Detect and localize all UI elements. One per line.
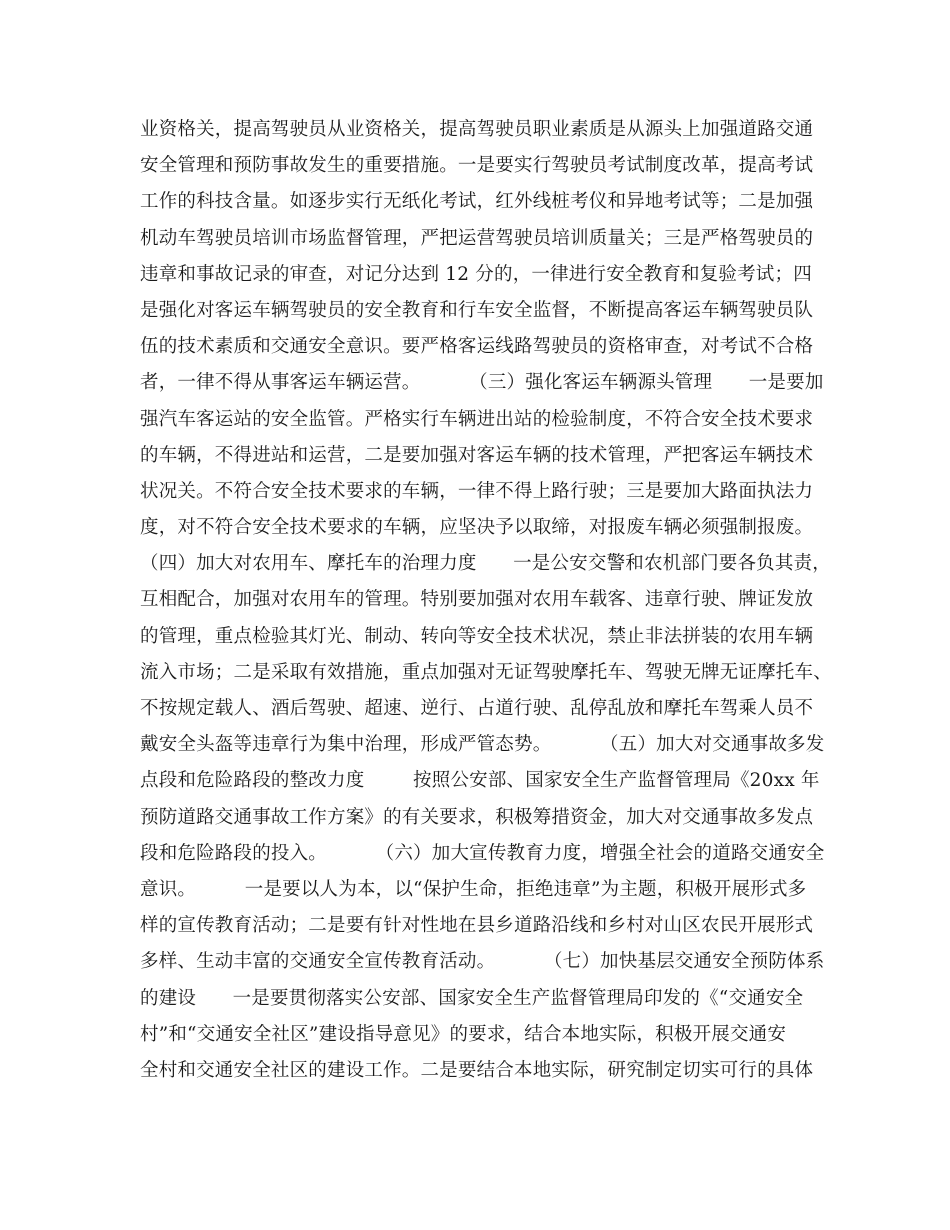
text-line: 点段和危险路段的整改力度 按照公安部、国家安全生产监督管理局《20xx 年 xyxy=(140,770,820,792)
text-line: 样的宣传教育活动；二是要有针对性地在县乡道路沿线和乡村对山区农民开展形式 xyxy=(140,915,814,937)
text-line: （四）加大对农用车、摩托车的治理力度 一是公安交警和农机部门要各负其责， xyxy=(140,553,831,575)
text-line: 多样、生动丰富的交通安全宣传教育活动。 （七）加快基层交通安全预防体系 xyxy=(140,951,825,973)
text-line: 预防道路交通事故工作方案》的有关要求，积极筹措资金，加大对交通事故多发点 xyxy=(140,806,814,828)
text-line: 流入市场；二是采取有效措施，重点加强对无证驾驶摩托车、驾驶无牌无证摩托车、 xyxy=(140,661,832,683)
text-line: 度，对不符合安全技术要求的车辆，应坚决予以取缔，对报废车辆必须强制报废。 xyxy=(140,517,814,539)
text-line: 违章和事故记录的审查，对记分达到 12 分的，一律进行安全教育和复验考试；四 xyxy=(140,263,812,285)
text-line: 全村和交通安全社区的建设工作。二是要结合本地实际，研究制定切实可行的具体 xyxy=(140,1059,814,1081)
text-line: 意识。 一是要以人为本，以“保护生命，拒绝违章”为主题，积极开展形式多 xyxy=(140,878,807,900)
text-line: 工作的科技含量。如逐步实行无纸化考试，红外线桩考仪和异地考试等；二是加强 xyxy=(140,191,814,213)
text-line: 安全管理和预防事故发生的重要措施。一是要实行驾驶员考试制度改革，提高考试 xyxy=(140,155,814,177)
text-line: 的车辆，不得进站和运营，二是要加强对客运车辆的技术管理，严把客运车辆技术 xyxy=(140,444,814,466)
body-text xyxy=(140,112,830,1089)
text-line: 是强化对客运车辆驾驶员的安全教育和行车安全监督，不断提高客运车辆驾驶员队 xyxy=(140,299,814,321)
text-line: 段和危险路段的投入。 （六）加大宣传教育力度，增强全社会的道路交通安全 xyxy=(140,842,825,864)
text-line: 伍的技术素质和交通安全意识。要严格客运线路驾驶员的资格审查，对考试不合格 xyxy=(140,336,814,358)
text-line: 的建设 一是要贯彻落实公安部、国家安全生产监督管理局印发的《“交通安全 xyxy=(140,987,804,1009)
text-line: 状况关。不符合安全技术要求的车辆，一律不得上路行驶；三是要加大路面执法力 xyxy=(140,480,814,502)
text-line: 不按规定载人、酒后驾驶、超速、逆行、占道行驶、乱停乱放和摩托车驾乘人员不 xyxy=(140,698,814,719)
text-line: 互相配合，加强对农用车的管理。特别要加强对农用车载客、违章行驶、牌证发放 xyxy=(140,589,814,611)
text-line: 者，一律不得从事客运车辆运营。 （三）强化客运车辆源头管理 一是要加 xyxy=(140,372,824,394)
text-line: 戴安全头盔等违章行为集中治理，形成严管态势。 （五）加大对交通事故多发 xyxy=(140,734,825,756)
text-line: 机动车驾驶员培训市场监督管理，严把运营驾驶员培训质量关；三是严格驾驶员的 xyxy=(140,227,814,249)
text-line: 业资格关，提高驾驶员从业资格关，提高驾驶员职业素质是从源头上加强道路交通 xyxy=(140,119,814,140)
text-line: 村”和“交通安全社区”建设指导意见》的要求，结合本地实际，积极开展交通安 xyxy=(140,1023,787,1045)
text-line: 的管理，重点检验其灯光、制动、转向等安全技术状况，禁止非法拼装的农用车辆 xyxy=(140,625,814,647)
text-line: 强汽车客运站的安全监管。严格实行车辆进出站的检验制度，不符合安全技术要求 xyxy=(140,408,814,430)
